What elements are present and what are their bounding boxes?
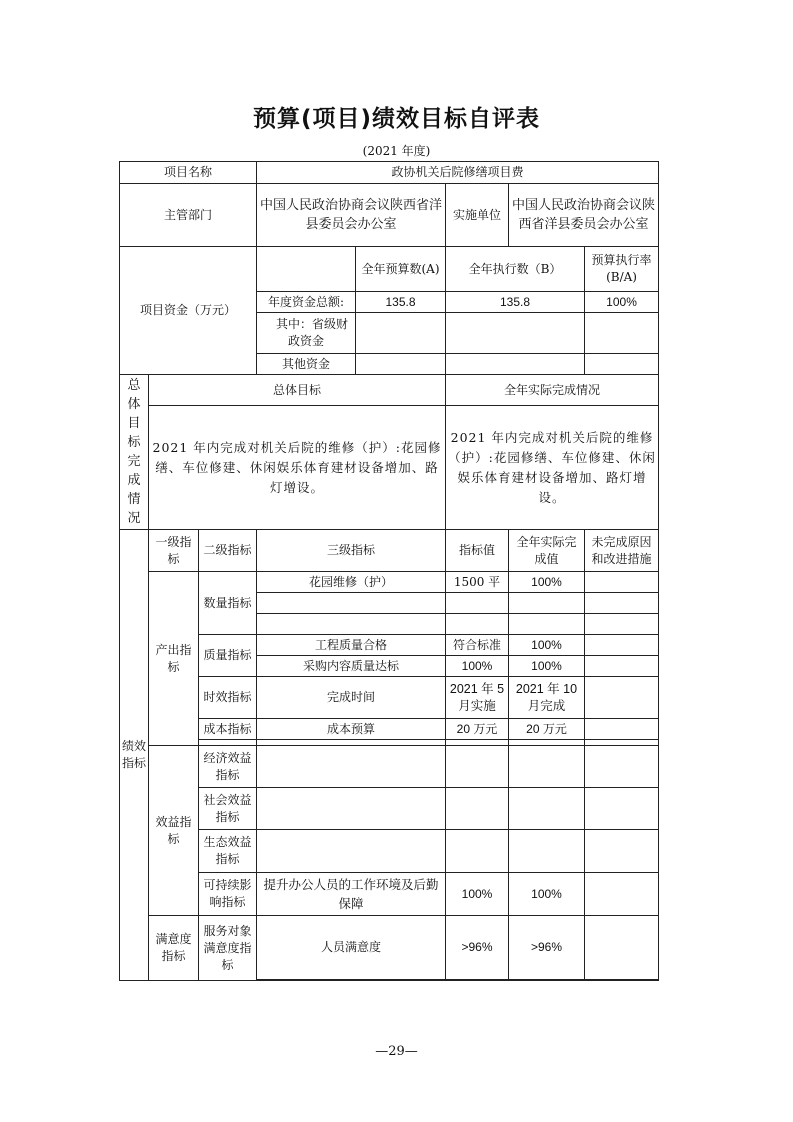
time-label: 时效指标 [199,677,257,719]
sustain-label: 可持续影响指标 [199,873,257,916]
funds-other-budget [356,354,446,375]
funds-col-exec: 全年执行数（B） [446,247,585,292]
cost-name: 成本预算 [257,719,446,740]
table-row [120,746,659,788]
empty-cell [509,980,585,981]
empty-cell [509,746,585,788]
empty-cell [585,830,659,873]
satisfaction-actual: >96% [509,916,585,980]
funds-total-exec: 135.8 [446,292,585,313]
empty-cell [446,593,509,614]
table-row [120,719,659,740]
project-name-label: 项目名称 [120,162,257,184]
quality1-reason [585,635,659,656]
header-level1: 一级指标 [149,530,199,572]
empty-cell [257,788,446,830]
funds-other-rate [585,354,659,375]
social-label: 社会效益指标 [199,788,257,830]
overall-actual-header: 全年实际完成情况 [446,375,659,406]
overall-goal-header: 总体目标 [149,375,446,406]
empty-cell [509,788,585,830]
cost-target: 20 万元 [446,719,509,740]
empty-cell [446,830,509,873]
quality2-actual: 100% [509,656,585,677]
satisfaction-reason [585,916,659,980]
satisfaction-label: 满意度指标 [149,916,199,981]
satisfaction-name: 人员满意度 [257,916,446,980]
empty-cell [585,746,659,788]
cost-actual: 20 万元 [509,719,585,740]
economic-label: 经济效益指标 [199,746,257,788]
overall-content-row [120,406,659,530]
header-reason: 未完成原因和改进措施 [585,530,659,572]
funds-label: 项目资金（万元） [120,247,257,375]
time-reason [585,677,659,719]
header-level3: 三级指标 [257,530,446,572]
quality-label: 质量指标 [199,635,257,677]
garden-name: 花园维修（护） [257,572,446,593]
empty-cell [585,788,659,830]
quantity-label: 数量指标 [199,572,257,635]
funds-total-budget: 135.8 [356,292,446,313]
funds-provincial-budget [356,313,446,354]
garden-target: 1500 平 [446,572,509,593]
impl-value: 中国人民政治协商会议陕西省洋县委员会办公室 [509,184,659,247]
empty-cell [446,614,509,635]
funds-provincial-label: 其中：省级财政资金 [257,313,356,354]
empty-cell [509,614,585,635]
eco-label: 生态效益指标 [199,830,257,873]
page-subtitle: (2021 年度) [362,144,431,158]
empty-cell [585,593,659,614]
funds-col-rate: 预算执行率(B/A) [585,247,659,292]
evaluation-table [119,161,659,981]
funds-total-rate: 100% [585,292,659,313]
funds-provincial-rate [585,313,659,354]
benefit-label: 效益指标 [149,746,199,916]
empty-cell [257,614,446,635]
service-label: 服务对象满意度指标 [199,916,257,981]
cost-label: 成本指标 [199,719,257,740]
table-row [120,830,659,873]
empty-cell [257,980,446,981]
overall-actual-text: 2021 年内完成对机关后院的维修（护）:花园修缮、车位修建、休闲娱乐体育建材设备增加、路灯增设。 [446,406,659,530]
funds-other-label: 其他资金 [257,354,356,375]
project-name-value: 政协机关后院修缮项目费 [257,162,659,184]
empty-cell [446,980,509,981]
empty-cell [509,593,585,614]
overall-header-row [120,375,659,406]
project-name-row [120,162,659,184]
empty-cell [446,788,509,830]
funds-provincial-exec [446,313,585,354]
sustain-target: 100% [446,873,509,916]
garden-actual: 100% [509,572,585,593]
header-target: 指标值 [446,530,509,572]
funds-other-exec [446,354,585,375]
quality2-reason [585,656,659,677]
empty-cell [257,746,446,788]
cost-reason [585,719,659,740]
empty-cell [509,830,585,873]
empty-cell [257,830,446,873]
department-row [120,184,659,247]
empty-cell [585,980,659,981]
table-row [120,916,659,980]
quality2-target: 100% [446,656,509,677]
garden-reason [585,572,659,593]
overall-label: 总体目标完成情况 [120,375,149,530]
page-title: 预算(项目)绩效目标自评表 [252,106,541,132]
table-row [120,873,659,916]
empty-cell [446,746,509,788]
dept-value: 中国人民政治协商会议陕西省洋县委员会办公室 [257,184,446,247]
funds-header-row [120,247,659,292]
time-name: 完成时间 [257,677,446,719]
table-row [120,572,659,593]
sustain-name: 提升办公人员的工作环境及后勤保障 [257,873,446,916]
impl-label: 实施单位 [446,184,509,247]
table-row [120,788,659,830]
funds-col-budget: 全年预算数(A) [356,247,446,292]
page-number: —29— [375,1044,418,1059]
quality1-name: 工程质量合格 [257,635,446,656]
header-actual: 全年实际完成值 [509,530,585,572]
funds-total-label: 年度资金总额: [257,292,356,313]
empty-cell [257,593,446,614]
dept-label: 主管部门 [120,184,257,247]
quality2-name: 采购内容质量达标 [257,656,446,677]
output-label: 产出指标 [149,572,199,746]
sustain-actual: 100% [509,873,585,916]
quality1-target: 符合标准 [446,635,509,656]
funds-header-blank [257,247,356,292]
time-target: 2021 年 5 月实施 [446,677,509,719]
overall-goal-text: 2021 年内完成对机关后院的维修（护）:花园修缮、车位修建、休闲娱乐体育建材设备增加、路灯增设。 [149,406,446,530]
sustain-reason [585,873,659,916]
quality1-actual: 100% [509,635,585,656]
indicator-header-row [120,530,659,572]
indicators-label: 绩效指标 [120,530,149,981]
empty-cell [585,614,659,635]
table-row [120,635,659,656]
time-actual: 2021 年 10 月完成 [509,677,585,719]
satisfaction-target: >96% [446,916,509,980]
header-level2: 二级指标 [199,530,257,572]
table-row [120,677,659,719]
